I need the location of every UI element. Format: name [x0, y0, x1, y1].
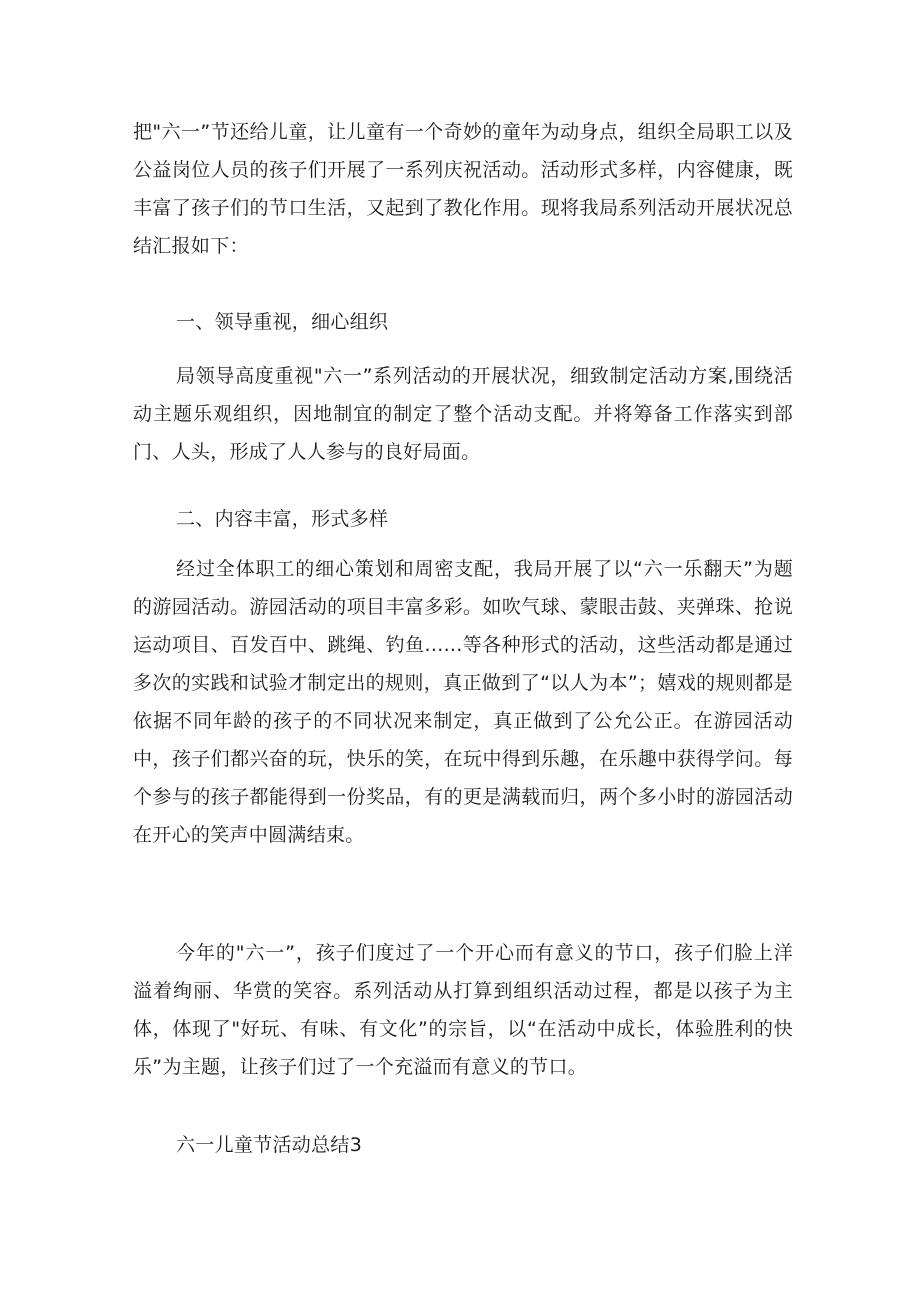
- intro-paragraph: 把"六一”节还给儿童，让儿童有一个奇妙的童年为动身点，组织全局职工以及公益岗位人员的孩子们开展了一系列庆祝活动。活动形式多样，内容健康，既丰富了孩子们的节口生活，又起到了教化作用。现将我局系列活动开展状况总结汇报如下：: [133, 121, 793, 257]
- summary-paragraph: 今年的"六一”，孩子们度过了一个开心而有意义的节口，孩子们脸上洋溢着绚丽、华赏的笑容。系列活动从打算到组织活动过程，都是以孩子为主体，体现了"好玩、有味、有文化”的宗旨，以“在活动中成长，体验胜利的快乐”为主题，让孩子们过了一个充溢而有意义的节口。: [133, 942, 793, 1078]
- activities-paragraph: 经过全体职工的细心策划和周密支配，我局开展了以“六一乐翻天”为题的游园活动。游园活动的项目丰富多彩。如吹气球、蒙眼击鼓、夹弹珠、抢说运动项目、百发百中、跳绳、钓鱼......等各种形式的活动，这些活动都是通过多次的实践和试验才制定出的规则，真正做到了“以人为本”；嬉戏的规则都是依据不同年龄的孩子的不同状况来制定，真正做到了公允公正。在游园活动中，孩子们都兴奋的玩，快乐的笑，在玩中得到乐趣，在乐趣中获得学问。每个参与的孩子都能得到一份奖品，有的更是满载而归，两个多小时的游园活动在开心的笑声中圆满结束。: [133, 558, 793, 846]
- leadership-paragraph: 局领导高度重视"六一”系列活动的开展状况，细致制定活动方案,围绕活动主题乐观组织，因地制宜的制定了整个活动支配。并将筹备工作落实到部门、人头，形成了人人参与的良好局面。: [133, 365, 793, 463]
- heading-content: 二、内容丰富，形式多样: [176, 508, 389, 530]
- section-title: 六一儿童节活动总结3: [176, 1134, 363, 1156]
- heading-leadership: 一、领导重视，细心组织: [176, 311, 389, 333]
